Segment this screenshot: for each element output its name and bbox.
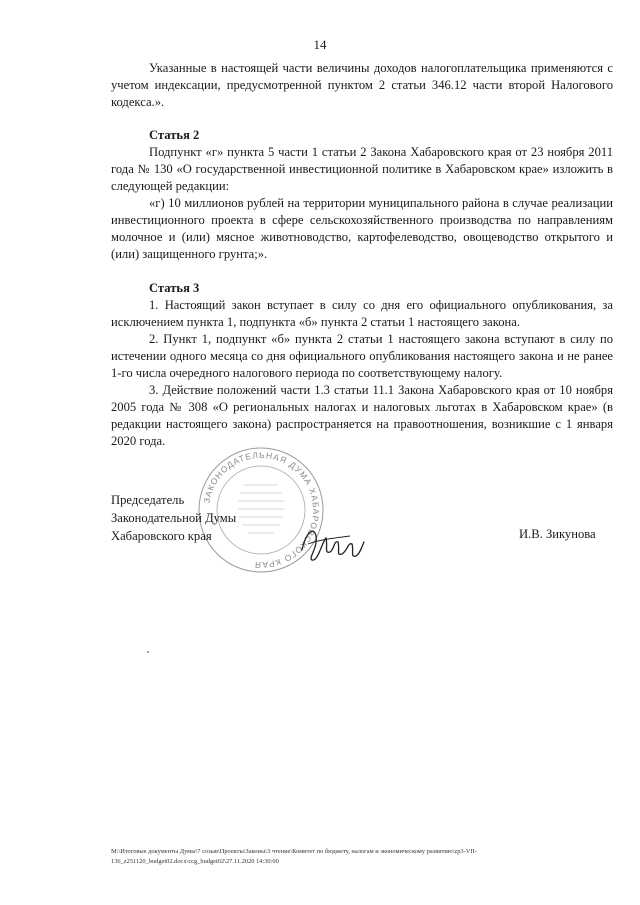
article-2-title: Статья 2 [149, 128, 200, 142]
footer-path-line-2: 136_z251120_budget02.docx\ccg_budget02\27.11.2020 14:30:00 [111, 858, 279, 865]
article-3-paragraph-3: 3. Действие положений части 1.3 статьи 11.1 Закона Хабаровского края от 10 ноября 2005 года № 308 «О региональных налогах и налоговых льготах в Хабаровском крае» (в редакции настоящего закона) распространяется на правоотношения, возникшие с 1 января 2020 года. [111, 383, 613, 448]
seal-ring-text: ЗАКОНОДАТЕЛЬНАЯ ДУМА ХАБАРОВСКОГО КРАЯ [201, 449, 322, 571]
footer-path-line-1: M:\Итоговые документы Думы\7 созыв\Проекты\Законы\3 чтение\Комитет по бюджету, налогам и экономическому развитию\zp3-VII- [111, 848, 477, 855]
signer-position-line-1: Председатель [111, 493, 185, 507]
scan-speck [147, 651, 149, 653]
page-number: 14 [313, 37, 327, 52]
signer-position-line-3: Хабаровского края [111, 529, 212, 543]
file-path-footer [111, 847, 619, 867]
signer-name: И.В. Зикунова [519, 527, 596, 541]
article-3-title: Статья 3 [149, 281, 200, 295]
signer-position-line-2: Законодательной Думы [111, 511, 237, 525]
article-2-paragraph-1: Подпункт «г» пункта 5 части 1 статьи 2 Закона Хабаровского края от 23 ноября 2011 года № 130 «О государственной инвестиционной политике в Хабаровском крае» изложить в следующей редакции: [111, 145, 613, 193]
signature-block [111, 491, 236, 545]
article-3-paragraph-1: 1. Настоящий закон вступает в силу со дня его официального опубликования, за исключением пункта 1, подпункта «б» пункта 2 статьи 1 настоящего закона. [111, 298, 613, 329]
intro-paragraph: Указанные в настоящей части величины доходов налогоплательщика применяются с учетом индексации, предусмотренной пунктом 2 статьи 346.12 части второй Налогового кодекса.». [111, 61, 613, 109]
handwritten-signature [298, 520, 368, 564]
article-2-paragraph-2: «г) 10 миллионов рублей на территории муниципального района в случае реализации инвестиционного проекта в сфере сельскохозяйственного производства по направлениям молочное и (или) мясное животноводство, картофелеводство, овощеводство открытого и (или) защищенного грунта;». [111, 196, 613, 261]
article-3-paragraph-2: 2. Пункт 1, подпункт «б» пункта 2 статьи 1 настоящего закона вступают в силу по истечении одного месяца со дня официального опубликования настоящего закона и не ранее 1-го числа очередного налогового периода по соответствующему налогу. [111, 332, 613, 380]
document-body [111, 60, 613, 450]
